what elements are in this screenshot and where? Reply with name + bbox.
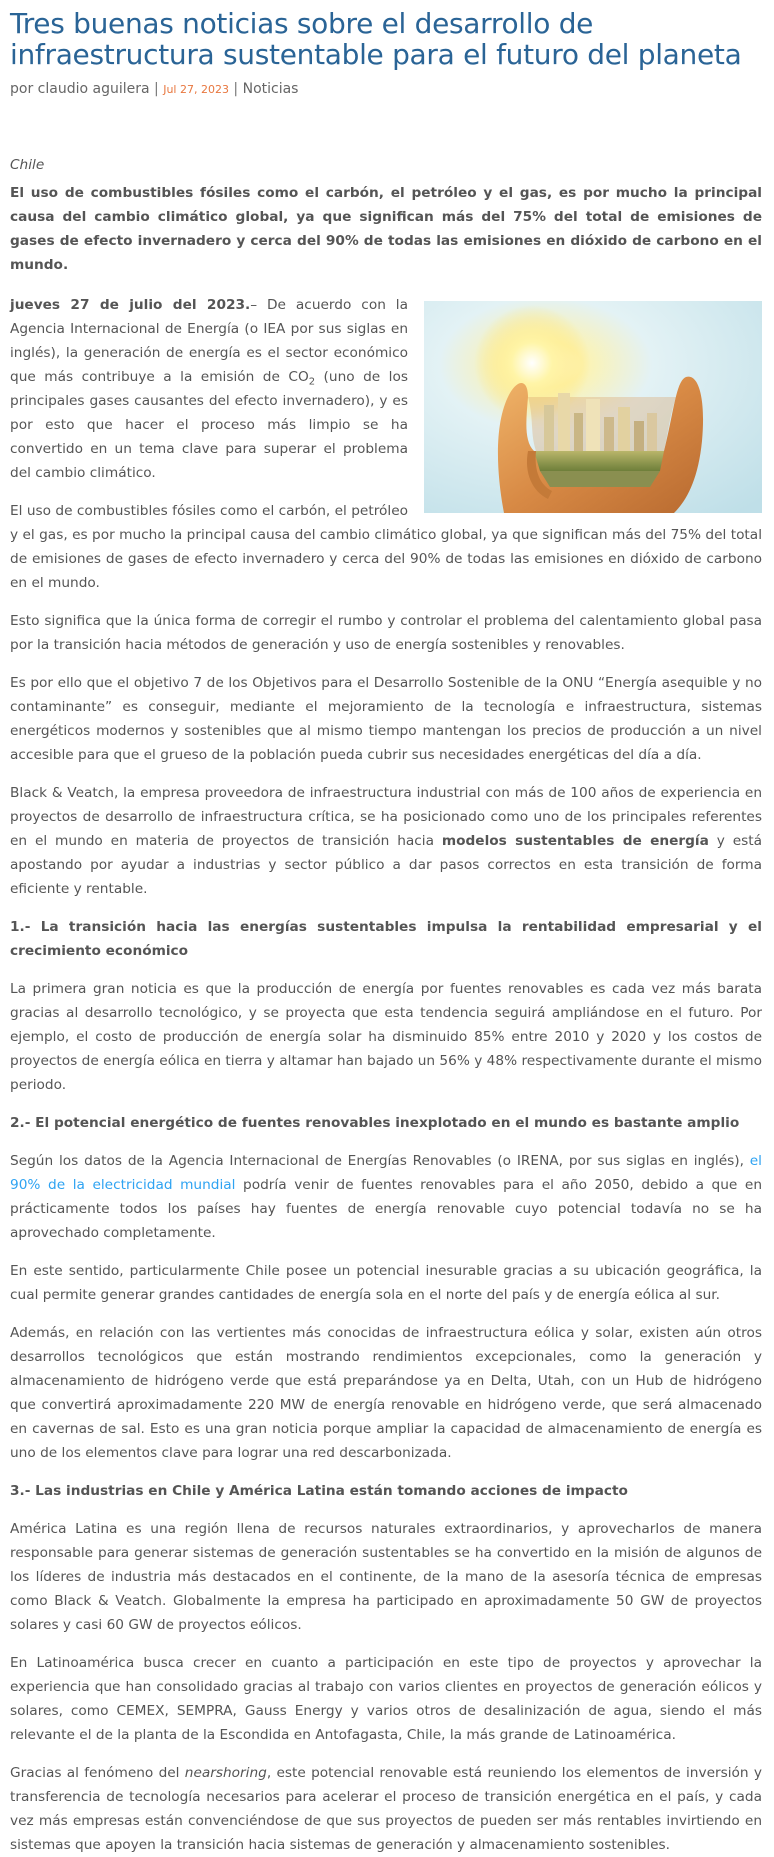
paragraph-11: En Latinoamérica busca crecer en cuanto a participación en este tipo de proyectos y aprovechar la experiencia que han consolidado gracias al trabajo con varios clientes en proyectos de generación eólicos y solares, como CEMEX, SEMPRA, Gauss Energy y varios otros de desalinización de agua, siendo el más relevante el de la planta de la Escondida en Antofagasta, Chile, la más grande de Latinoamérica. [10, 1655, 762, 1743]
subscript-2: 2 [308, 376, 316, 388]
dateline: jueves 27 de julio del 2023. [10, 297, 251, 313]
paragraph-8: En este sentido, particularmente Chile posee un potencial inesurable gracias a su ubicación geográfica, la cual permite generar grandes cantidades de energía sola en el norte del país y de energía eólica al sur. [10, 1263, 762, 1303]
paragraph-12 [10, 1761, 762, 1857]
paragraph-9: Además, en relación con las vertientes más conocidas de infraestructura eólica y solar, existen aún otros desarrollos tecnológicos que están mostrando rendimientos excepcionales, como la generación y almacenamiento de hidrógeno verde que está preparándose ya en Delta, Utah, con un Hub de hidrógeno que convertirá aproximadamente 220 MW de energía renovable en hidrógeno verde, que será almacenado en cavernas de sal. Esto es una gran noticia porque ampliar la capacidad de almacenamiento de energía es uno de los elementos clave para lograr una red descarbonizada. [10, 1325, 762, 1461]
lead-paragraph: El uso de combustibles fósiles como el carbón, el petróleo y el gas, es por mucho la principal causa del cambio climático global, ya que significan más del 75% del total de emisiones de gases de efecto invernadero y cerca del 90% de todas las emisiones en dióxido de carbono en el mundo. [10, 185, 762, 273]
article-body [10, 153, 762, 1857]
paragraph-1-text-cont: (uno de los principales gases causantes del efecto invernadero), y es por esto que hacer el proceso más limpio se ha convertido en un tema clave para superar el problema del cambio climático. [10, 369, 408, 481]
paragraph-5 [10, 781, 762, 901]
meta-by: por [10, 81, 34, 97]
hand-holding-city-photo [424, 301, 762, 513]
photo-illustration [424, 301, 762, 513]
article-title: Tres buenas noticias sobre el desarrollo de infraestructura sustentable para el futuro del planeta [10, 7, 742, 71]
paragraph-4: Es por ello que el objetivo 7 de los Objetivos para el Desarrollo Sostenible de la ONU “Energía asequible y no contaminante” es conseguir, mediante el mejoramiento de la tecnología e infraestructura, sistemas energéticos modernos y sostenibles que al mismo tiempo mantengan los precios de producción a un nivel accesible para que el grueso de la población pueda cubrir sus necesidades energéticas del día a día. [10, 675, 762, 763]
paragraph-6: La primera gran noticia es que la producción de energía por fuentes renovables es cada vez más barata gracias al desarrollo tecnológico, y se proyecta que esta tendencia seguirá ampliándose en el futuro. Por ejemplo, el costo de producción de energía solar ha disminuido 85% entre 2010 y 2020 y los costos de proyectos de energía eólica en tierra y altamar han bajado un 56% y 48% respectivamente durante el mismo periodo. [10, 981, 762, 1093]
paragraph-1-text: – De acuerdo con la Agencia Internacional de Energía (o IEA por sus siglas en inglés), la generación de energía es el sector económico que más contribuye a la emisión de CO [10, 297, 408, 385]
electricity-link[interactable]: el 90% de la electricidad mundial [10, 1153, 762, 1193]
paragraph-5-text: Black & Veatch, la empresa proveedora de infraestructura industrial con más de 100 años de experiencia en proyectos de desarrollo de infraestructura crítica, se ha posicionado como uno de los principales referentes en el mundo en materia de proyectos de transición hacia [10, 785, 762, 849]
author-link[interactable]: claudio aguilera [37, 81, 150, 97]
section-heading-3: 3.- Las industrias en Chile y América Latina están tomando acciones de impacto [10, 1483, 628, 1499]
paragraph-3: Esto significa que la única forma de corregir el rumbo y controlar el problema del calentamiento global pasa por la transición hacia métodos de generación y uso de energía sostenibles y renovables. [10, 613, 762, 653]
category-link[interactable]: Noticias [242, 81, 299, 97]
post-date: Jul 27, 2023 [163, 83, 229, 96]
meta-separator: | [154, 81, 159, 97]
section-heading-2: 2.- El potencial energético de fuentes renovables inexplotado en el mundo es bastante amplio [10, 1115, 740, 1131]
paragraph-5-text-cont: y está apostando por ayudar a industrias y sector público a dar pasos correctos en esta transición de forma eficiente y rentable. [10, 833, 763, 897]
paragraph-7-text-cont: podría venir de fuentes renovables para el año 2050, debido a que en prácticamente todos los países hay fuentes de energía renovable cuyo potencial todavía no se ha aprovechado completamente. [10, 1177, 762, 1241]
post-meta [10, 80, 762, 99]
meta-separator: | [233, 81, 239, 97]
paragraph-12-text-cont: , este potencial renovable está reuniendo los elementos de inversión y transferencia de tecnología necesarios para acelerar el proceso de transición energética en el país, y cada vez más empresas están convenciéndose de que sus proyectos de pueden ser más rentables invirtiendo en sistemas que apoyen la transición hacia sistemas de generación y almacenamiento sostenibles. [10, 1765, 762, 1853]
paragraph-2: El uso de combustibles fósiles como el carbón, el petróleo y el gas, es por mucho la principal causa del cambio climático global, ya que significan más del 75% del total de emisiones de gases de efecto invernadero y cerca del 90% de todas las emisiones en dióxido de carbono en el mundo. [10, 503, 762, 591]
location: Chile [10, 157, 45, 173]
paragraph-7 [10, 1149, 762, 1245]
section-heading-1: 1.- La transición hacia las energías sustentables impulsa la rentabilidad empresarial y el crecimiento económico [10, 919, 762, 959]
italic-term: nearshoring [184, 1765, 267, 1781]
bold-phrase: modelos sustentables de energía [441, 833, 709, 849]
paragraph-7-text: Según los datos de la Agencia Internacional de Energías Renovables (o IRENA, por sus siglas en inglés), [10, 1153, 750, 1169]
paragraph-10: América Latina es una región llena de recursos naturales extraordinarios, y aprovecharlos de manera responsable para generar sistemas de generación sustentables se ha convertido en la misión de algunos de los líderes de industria más destacados en el continente, de la mano de la asesoría técnica de empresas como Black & Veatch. Globalmente la empresa ha participado en aproximadamente 50 GW de proyectos solares y casi 60 GW de proyectos eólicos. [10, 1521, 762, 1633]
paragraph-12-text: Gracias al fenómeno del [10, 1765, 185, 1781]
